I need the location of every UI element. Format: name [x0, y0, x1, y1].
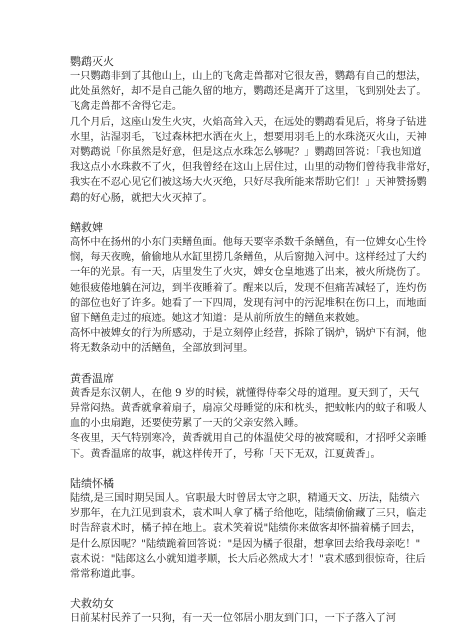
text-line: 我这点小水珠救不了火，但我曾经在这山上居住过，山里的动物们曾待我非常好，: [70, 162, 437, 174]
text-line: 高怀中在扬州的小东门卖鳝鱼面。他每天要宰杀数千条鳝鱼，有一位婢女心生怜: [70, 237, 427, 248]
text-line: 岁那年，在九江见到袁术，袁术叫人拿了橘子给他吃，陆绩偷偷藏了三只，临走: [70, 508, 427, 520]
section-title: 黄香温席: [70, 371, 114, 385]
text-line: 鹉的好心肠，就把大火灭掉了。: [70, 192, 213, 204]
text-line: 此处虽然好，却不是自己能久留的地方，鹦鹉还是离开了这里，飞到别处去了。: [70, 86, 427, 98]
text-line: 一只鹦鹉非到了其他山上，山上的飞禽走兽都对它很友善，鹦鹉有自己的想法，: [70, 71, 427, 82]
section-title: 陆绩怀橘: [70, 477, 114, 490]
section-title: 鳝救婢: [70, 221, 103, 234]
section-parrot: [70, 54, 458, 206]
section-title: 犬救幼女: [70, 597, 114, 611]
text-line: 袁术说："陆郎这么小就知道孝顺，长大后必然成大才！"袁术感到很惊奇，往后: [70, 553, 426, 565]
text-line: 水里，沾湿羽毛，飞过森林把水洒在火上，想要用羽毛上的水珠浇灭火山，天神: [70, 131, 427, 143]
text-line: 将无数条动中的活鳝鱼，全部放到河里。: [70, 343, 254, 355]
text-line: 黄香是东汉朝人，在他 9 岁的时候，就懂得侍奉父母的道理。夏天到了，天气: [70, 387, 420, 399]
section-eel: [70, 220, 458, 357]
text-line: 异常闷热。黄香就拿着扇子，扇凉父母睡觉的床和枕头，把蚊帐内的蚊子和吸人: [70, 403, 427, 414]
section-dog: [70, 596, 458, 626]
text-line: 高怀中被婢女的行为所感动，于是立刻停止经营，拆除了锅炉，锅炉下有洞，他: [70, 328, 427, 340]
section-luji: [70, 476, 458, 582]
section-huangxiang: [70, 371, 458, 462]
text-line: 下。黄香温席的故事，就这样传开了，号称「天下无双，江夏黄香」。: [70, 448, 381, 460]
section-title: 鹦鹉灭火: [70, 55, 114, 68]
text-line: 陆绩,是三国时期吴国人。官职最大时曾居太守之职，精通天文、历法，陆绩六: [70, 493, 420, 504]
text-line: 是什么原因呢？"陆绩跪着回答说："是因为橘子很甜，想拿回去给我母亲吃！": [70, 538, 421, 550]
text-line: 悯，每天夜晚，偷偷地从水缸里捞几条鳝鱼，从后窗抛入河中。这样经过了大约: [70, 252, 427, 264]
text-line: 一年的光景。有一天，店里发生了火灾，婢女仓皇地逃了出来，被火所烧伤了。: [70, 267, 427, 279]
text-line: 对鹦鹉说「你虽然是好意，但是这点水珠怎么够呢？」鹦鹉回答说：「我也知道: [70, 147, 422, 159]
text-line: 的部位也好了许多。她看了一下四周，发现有河中的污泥堆积在伤口上，而地面: [70, 297, 427, 309]
text-line: 时告辞袁术时，橘子掉在地上。袁术笑着说"陆绩你来做客却怀揣着橘子回去，: [70, 523, 422, 535]
text-line: 冬夜里，天气特别寒冷，黄香就用自己的体温使父母的被窝暖和，才招呼父亲睡: [70, 433, 427, 445]
text-line: 我实在不忍心见它们被这场大火灭绝，只好尽我所能来帮助它们！」天神赞扬鹦: [70, 177, 427, 189]
text-line: 几个月后，这座山发生火灾，火焰高耸入天，在远处的鹦鹉看见后，将身子钻进: [70, 116, 427, 128]
text-line: 飞禽走兽都不舍得它走。: [70, 101, 183, 113]
text-line: 她很疲倦地躺在河边，到半夜睡着了。醒来以后，发现不但痛苦减轻了，连灼伤: [70, 282, 427, 294]
text-line: 留下鳝鱼走过的痕迹。她这才知道：是从前所放生的鳝鱼来救她。: [70, 313, 366, 325]
text-line: 常常称道此事。: [70, 569, 142, 581]
text-line: 日前某村民养了一只狗，有一天一位邻居小朋友到门口，一下子落入了河: [70, 613, 396, 625]
text-line: 血的小虫扇跑，还要使劳累了一天的父亲安然入睡。: [70, 418, 305, 430]
